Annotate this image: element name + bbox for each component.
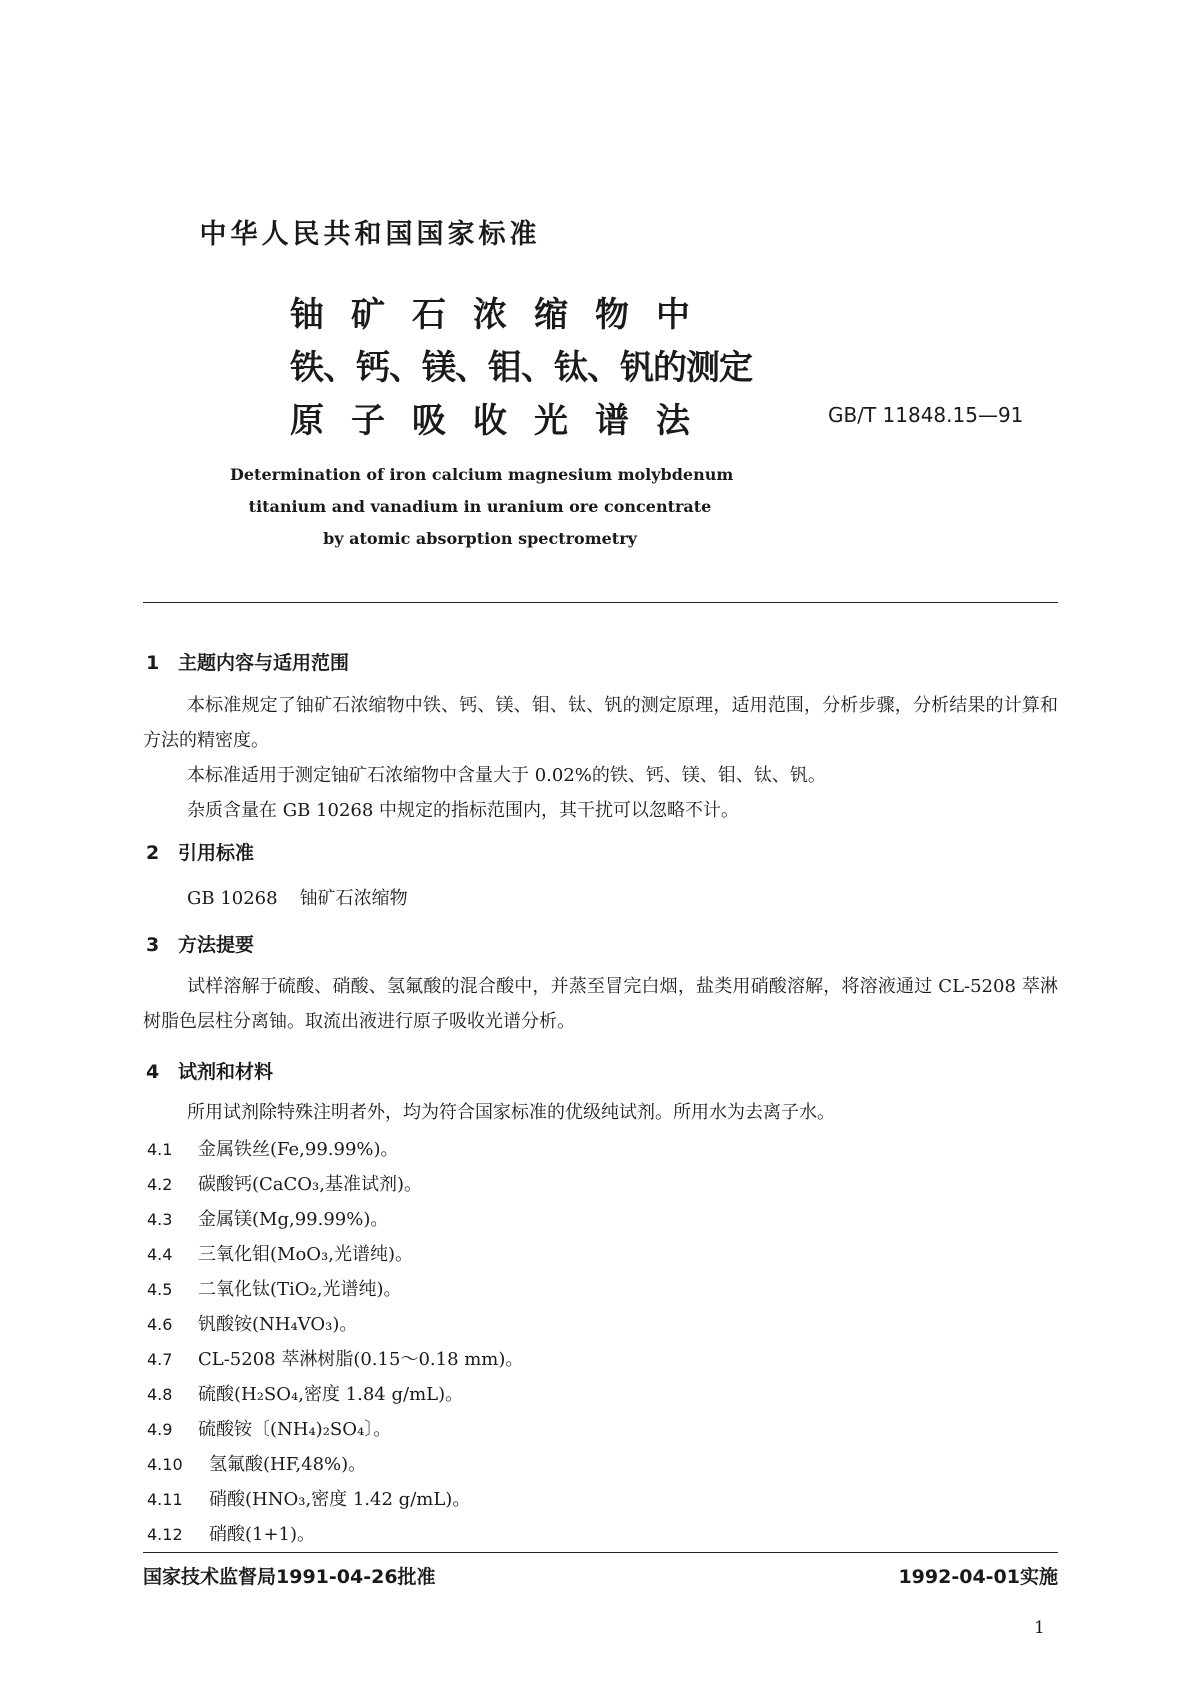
item-text: 金属铁丝(Fe,99.99%)。 [198, 1139, 399, 1160]
title-char: 吸 [412, 401, 446, 441]
title-char: 收 [473, 401, 507, 441]
standard-code: GB/T 11848.15—91 [828, 403, 1024, 427]
item-text: 三氧化钼(MoO₃,光谱纯)。 [198, 1244, 414, 1265]
section-4-heading [146, 1057, 273, 1084]
item-text: 二氧化钛(TiO₂,光谱纯)。 [198, 1279, 402, 1300]
item-number: 4.2 [147, 1175, 173, 1194]
title-en-line3: by atomic absorption spectrometry [323, 529, 637, 548]
title-char: 浓 [473, 295, 507, 335]
section-1-heading [146, 648, 349, 675]
item-number: 4.1 [147, 1140, 173, 1159]
title-char: 法 [656, 401, 690, 441]
item-text: 碳酸钙(CaCO₃,基准试剂)。 [198, 1174, 423, 1195]
effective-date: 1992-04-01实施 [898, 1566, 1058, 1588]
national-standard-header: 中华人民共和国国家标准 [199, 219, 541, 250]
section-title: 试剂和材料 [178, 1061, 274, 1083]
item-number: 4.7 [147, 1350, 173, 1369]
section-title: 引用标准 [178, 842, 255, 864]
section-1-paragraph-2: 本标准适用于测定铀矿石浓缩物中含量大于 0.02%的铁、钙、镁、钼、钛、钒。 [187, 765, 826, 786]
title-char: 光 [534, 401, 568, 441]
section-3-paragraph: 试样溶解于硫酸、硝酸、氢氟酸的混合酸中，并蒸至冒完白烟，盐类用硝酸溶解，将溶液通过 CL-5208 萃淋树脂色层柱分离铀。取流出液进行原子吸收光谱分析。 [143, 976, 1058, 1032]
section-number: 3 [146, 934, 160, 956]
referenced-standard [187, 884, 408, 910]
title-char: 石 [412, 295, 446, 335]
list-item [147, 1240, 413, 1266]
item-text: 硝酸(HNO₃,密度 1.42 g/mL)。 [209, 1489, 471, 1510]
list-item [147, 1275, 402, 1301]
list-item [147, 1345, 523, 1371]
ref-name: 铀矿石浓缩物 [299, 888, 408, 909]
list-item [147, 1485, 470, 1511]
section-title: 主题内容与适用范围 [178, 652, 350, 674]
list-item [147, 1450, 366, 1476]
item-text: 硫酸铵〔(NH₄)₂SO₄〕。 [198, 1419, 392, 1440]
section-3-heading [146, 930, 254, 957]
title-char: 物 [595, 295, 629, 335]
section-1-paragraph-3: 杂质含量在 GB 10268 中规定的指标范围内，其干扰可以忽略不计。 [187, 800, 740, 821]
list-item [147, 1415, 391, 1441]
item-number: 4.8 [147, 1385, 173, 1404]
section-2-heading [146, 838, 254, 865]
item-text: CL-5208 萃淋树脂(0.15～0.18 mm)。 [198, 1349, 524, 1370]
item-number: 4.4 [147, 1245, 173, 1264]
item-text: 钒酸铵(NH₄VO₃)。 [198, 1314, 358, 1335]
title-char: 谱 [595, 401, 629, 441]
page-number: 1 [1034, 1618, 1045, 1638]
list-item [147, 1310, 357, 1336]
item-number: 4.10 [147, 1455, 183, 1474]
item-number: 4.11 [147, 1490, 183, 1509]
title-en-line1: Determination of iron calcium magnesium molybdenum [230, 465, 734, 484]
title-char: 中 [656, 295, 690, 335]
item-number: 4.12 [147, 1525, 183, 1544]
item-number: 4.5 [147, 1280, 173, 1299]
title-char: 原 [290, 401, 324, 441]
section-number: 2 [146, 842, 160, 864]
header-divider [143, 602, 1058, 603]
item-text: 硝酸(1+1)。 [209, 1524, 316, 1545]
title-char: 铀 [290, 295, 324, 335]
item-text: 金属镁(Mg,99.99%)。 [198, 1209, 389, 1230]
ref-code: GB 10268 [187, 888, 278, 909]
list-item [147, 1170, 422, 1196]
title-en-line2: titanium and vanadium in uranium ore concentrate [248, 497, 712, 516]
section-4-intro: 所用试剂除特殊注明者外，均为符合国家标准的优级纯试剂。所用水为去离子水。 [187, 1102, 835, 1123]
section-1-paragraph-1: 本标准规定了铀矿石浓缩物中铁、钙、镁、钼、钛、钒的测定原理，适用范围，分析步骤，分析结果的计算和方法的精密度。 [143, 695, 1058, 751]
list-item [147, 1135, 399, 1161]
item-text: 硫酸(H₂SO₄,密度 1.84 g/mL)。 [198, 1384, 464, 1405]
list-item [147, 1520, 315, 1546]
title-char: 缩 [534, 295, 568, 335]
section-title: 方法提要 [178, 934, 255, 956]
item-text: 氢氟酸(HF,48%)。 [209, 1454, 367, 1475]
list-item [147, 1205, 388, 1231]
item-number: 4.3 [147, 1210, 173, 1229]
title-cn-line2: 铁、钙、镁、钼、钛、钒的测定 [290, 348, 752, 388]
item-number: 4.9 [147, 1420, 173, 1439]
approval-info: 国家技术监督局1991-04-26批准 [143, 1566, 436, 1588]
section-number: 1 [146, 652, 160, 674]
title-cn-line3 [290, 393, 690, 442]
title-cn-line1 [290, 287, 690, 336]
title-char: 矿 [351, 295, 385, 335]
title-char: 子 [351, 401, 385, 441]
section-number: 4 [146, 1061, 160, 1083]
item-number: 4.6 [147, 1315, 173, 1334]
footer-divider [143, 1552, 1058, 1553]
list-item [147, 1380, 463, 1406]
